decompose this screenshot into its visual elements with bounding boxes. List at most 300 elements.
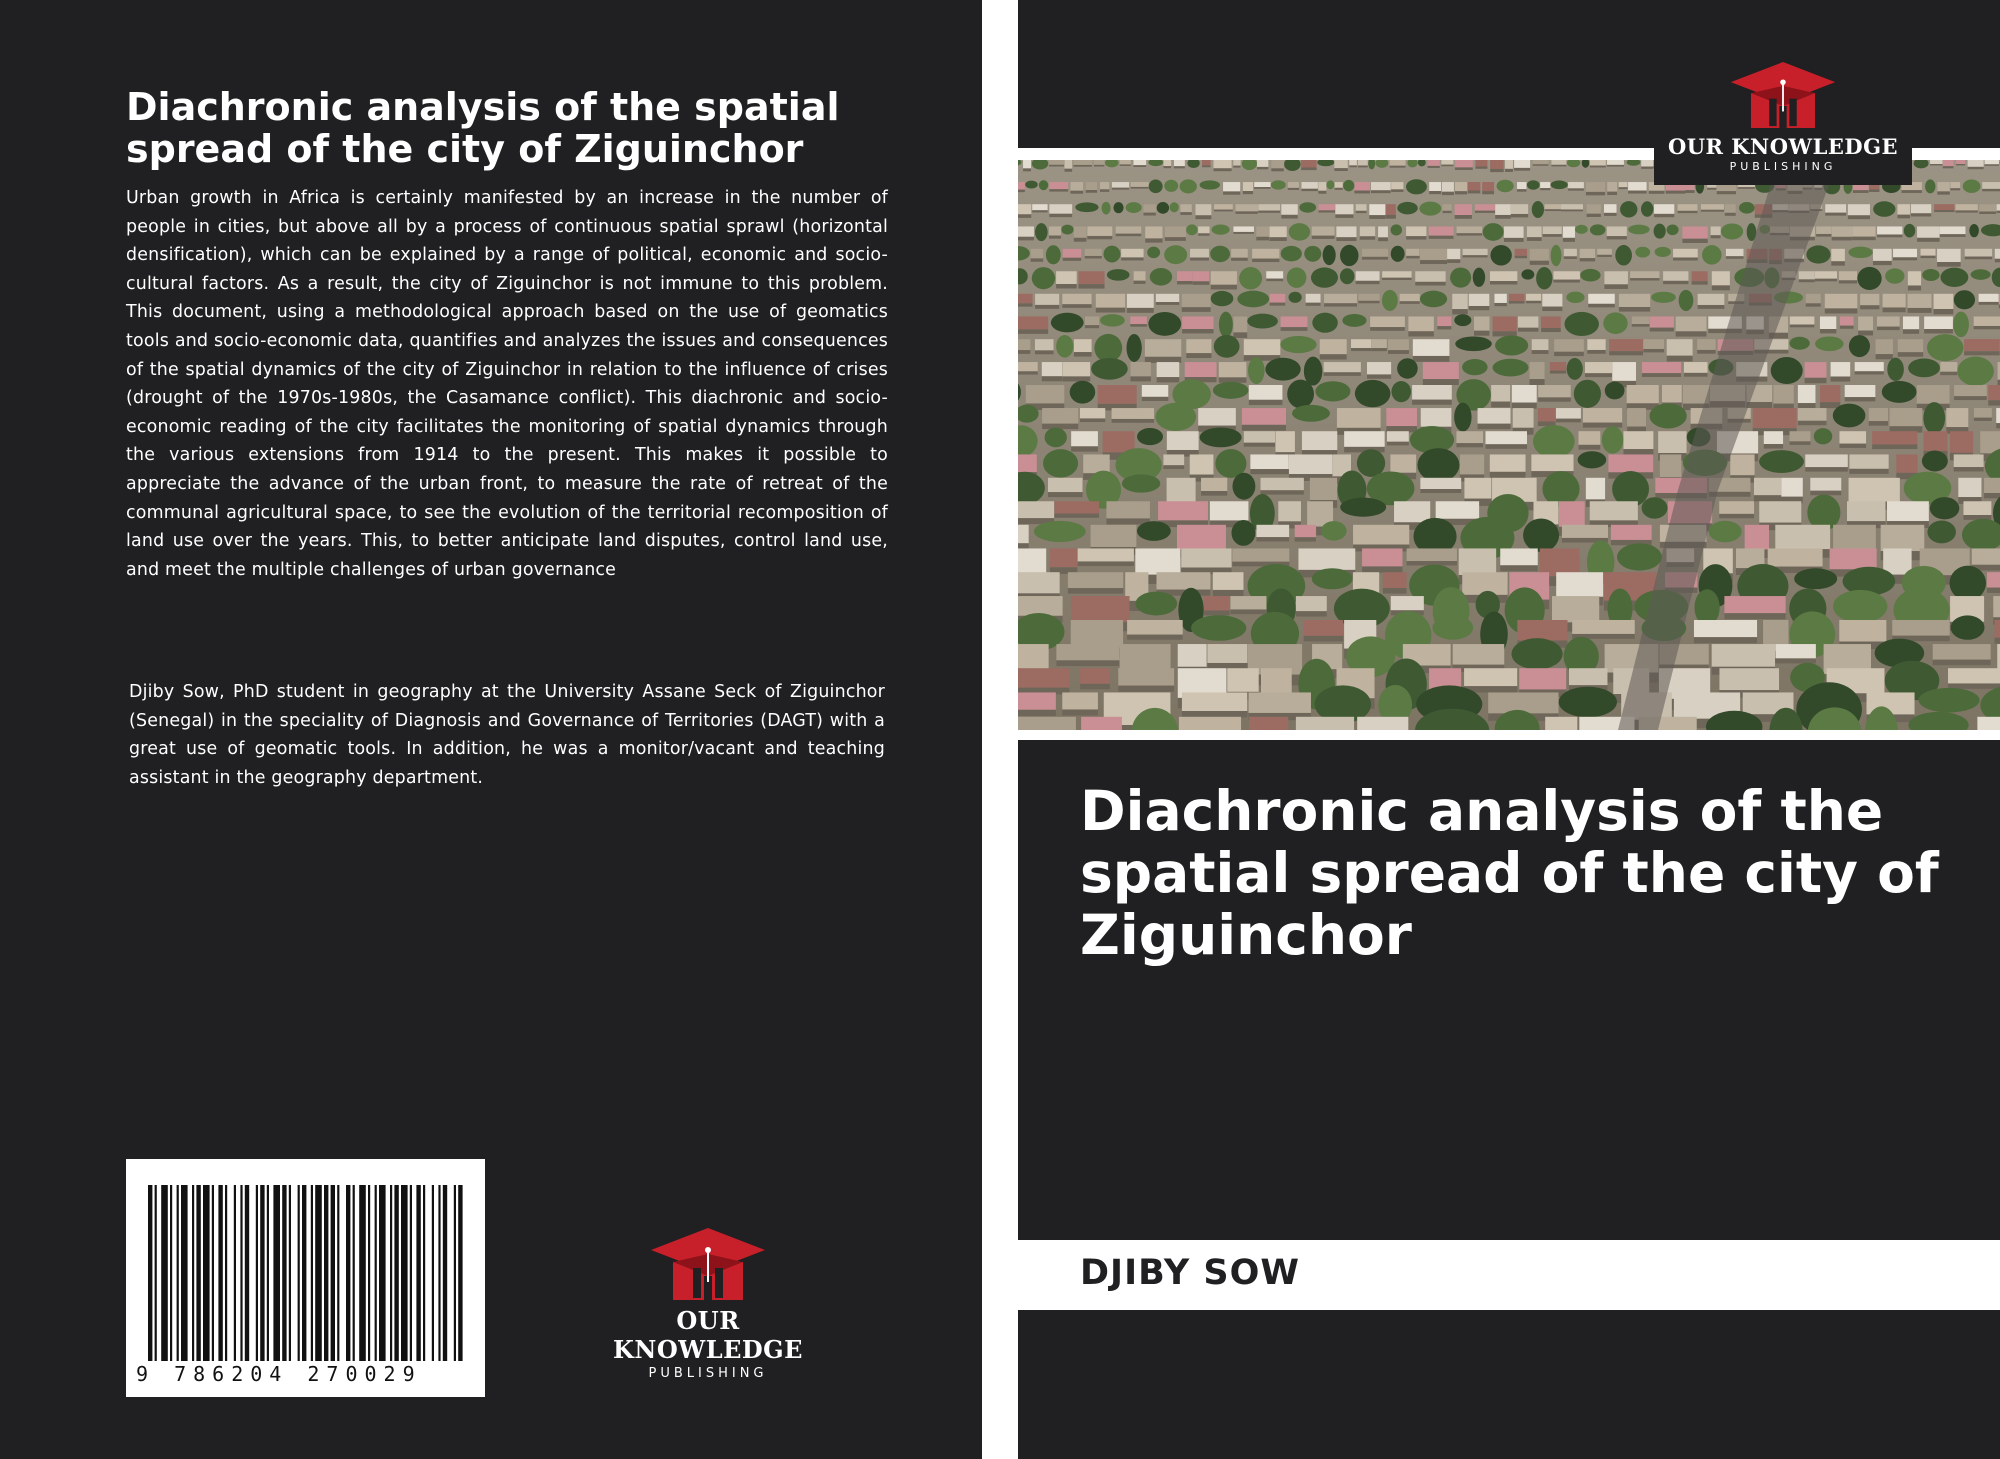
building: [1745, 525, 1769, 550]
building-shadow: [1848, 215, 1870, 219]
building-shadow: [1204, 610, 1230, 615]
tree: [1075, 202, 1098, 212]
building-shadow: [1663, 281, 1688, 284]
building: [1195, 204, 1211, 215]
building: [1304, 620, 1344, 636]
building-shadow: [1073, 165, 1091, 167]
building: [1130, 316, 1147, 324]
building-shadow: [1588, 304, 1615, 308]
building: [1042, 362, 1062, 376]
building: [1306, 294, 1321, 303]
tree: [1925, 179, 1935, 193]
building-shadow: [1195, 215, 1211, 219]
building-shadow: [1641, 167, 1653, 169]
building: [1400, 294, 1420, 301]
building: [1421, 408, 1452, 427]
building-shadow: [1805, 378, 1827, 384]
building-shadow: [1632, 324, 1650, 327]
building: [1619, 294, 1650, 307]
building: [1908, 271, 1921, 285]
barcode-bar: [359, 1185, 366, 1361]
building: [1269, 226, 1286, 237]
tree: [1149, 179, 1163, 193]
tree: [1137, 521, 1171, 541]
tree: [1213, 382, 1249, 399]
building: [1608, 454, 1653, 472]
building: [1628, 182, 1646, 190]
building: [1682, 226, 1707, 238]
building-shadow: [1443, 211, 1452, 213]
building: [1211, 271, 1237, 284]
building-shadow: [1233, 232, 1254, 234]
tree: [1794, 568, 1837, 589]
building-shadow: [1266, 279, 1283, 282]
building-shadow: [1604, 213, 1616, 216]
building-shadow: [1590, 166, 1606, 168]
tree: [1287, 267, 1307, 287]
building: [1100, 182, 1109, 189]
building: [1775, 644, 1815, 658]
building: [1832, 226, 1853, 236]
building: [1627, 408, 1646, 426]
building-shadow: [1080, 418, 1105, 422]
building: [1201, 478, 1227, 491]
building: [1390, 160, 1406, 166]
building: [1182, 294, 1211, 307]
building: [1121, 249, 1143, 258]
building: [1437, 316, 1451, 326]
building: [1485, 431, 1527, 444]
building-shadow: [1583, 423, 1622, 428]
building-shadow: [1607, 165, 1624, 167]
building: [1956, 160, 1965, 164]
building-shadow: [1924, 329, 1953, 333]
building-shadow: [1441, 165, 1453, 167]
building-shadow: [1133, 165, 1146, 167]
tree: [1679, 290, 1694, 311]
tree: [1642, 497, 1668, 518]
building-shadow: [1554, 352, 1584, 356]
building: [1876, 339, 1893, 354]
building: [1120, 160, 1131, 164]
tree: [1564, 312, 1598, 336]
building-shadow: [1127, 635, 1183, 640]
building-shadow: [1490, 472, 1526, 478]
tree: [1150, 268, 1172, 286]
tree: [1135, 592, 1177, 616]
building: [1701, 204, 1724, 210]
building: [1609, 339, 1643, 351]
building: [1032, 204, 1047, 210]
building-shadow: [1985, 164, 1999, 166]
building: [1619, 182, 1628, 187]
building-shadow: [1257, 167, 1268, 169]
building-shadow: [1214, 210, 1233, 212]
building-shadow: [1469, 306, 1490, 310]
building: [1349, 160, 1357, 165]
building: [1249, 717, 1288, 730]
tree: [1100, 314, 1125, 327]
building-shadow: [1764, 444, 1783, 448]
building-shadow: [1388, 350, 1409, 354]
tree: [1953, 312, 1969, 338]
building: [1295, 525, 1316, 537]
building: [1135, 548, 1180, 574]
tree: [1357, 449, 1385, 477]
tree: [1104, 246, 1121, 263]
tree: [1806, 245, 1830, 263]
tree: [1248, 357, 1265, 384]
building-shadow: [1509, 301, 1525, 304]
building-shadow: [1698, 305, 1725, 309]
building-shadow: [1494, 303, 1506, 306]
building: [1519, 668, 1566, 689]
building-shadow: [1074, 238, 1087, 242]
building-shadow: [1018, 710, 1056, 716]
building: [1080, 668, 1110, 684]
building: [1086, 182, 1097, 190]
building: [1725, 204, 1736, 213]
building: [1344, 431, 1385, 447]
building: [1869, 408, 1888, 421]
building: [1278, 501, 1301, 521]
barcode-bar: [181, 1185, 188, 1361]
barcode-bar: [375, 1185, 377, 1361]
building-shadow: [1127, 308, 1154, 313]
building: [1179, 717, 1241, 730]
building-shadow: [1726, 256, 1744, 259]
building: [1940, 362, 1957, 372]
building: [1604, 204, 1616, 213]
tree: [1091, 358, 1128, 380]
building: [1676, 316, 1707, 331]
building-shadow: [1551, 165, 1566, 167]
tree: [1483, 223, 1504, 241]
building: [1556, 572, 1603, 597]
building: [1142, 385, 1168, 397]
building: [1572, 620, 1635, 634]
building-shadow: [1304, 636, 1344, 642]
building-shadow: [1078, 284, 1104, 288]
building: [1504, 226, 1524, 237]
building: [1775, 525, 1830, 549]
tree: [1051, 313, 1084, 333]
tree: [1833, 590, 1887, 623]
building: [1911, 204, 1931, 213]
building-shadow: [1049, 165, 1064, 167]
building-shadow: [1995, 259, 2000, 262]
building: [1018, 182, 1025, 189]
building: [1035, 294, 1059, 305]
building: [1455, 160, 1473, 167]
building: [1244, 431, 1275, 443]
building-shadow: [1048, 492, 1083, 497]
barcode-bar: [273, 1185, 280, 1361]
building: [1475, 204, 1495, 210]
building-shadow: [1391, 189, 1403, 192]
building: [1062, 294, 1091, 304]
building-shadow: [1018, 371, 1038, 374]
tree: [1815, 336, 1844, 351]
building-shadow: [1542, 307, 1562, 311]
publisher-name: OUR KNOWLEDGE: [613, 1306, 803, 1364]
building: [1852, 226, 1875, 236]
tree: [1237, 291, 1269, 308]
building-shadow: [1256, 537, 1289, 541]
building-shadow: [1042, 424, 1078, 429]
building-shadow: [1840, 326, 1854, 329]
building-shadow: [1491, 402, 1510, 408]
building: [1839, 431, 1866, 443]
building: [1764, 431, 1783, 444]
building-shadow: [1383, 588, 1407, 594]
building: [1773, 385, 1793, 404]
building: [1261, 668, 1292, 693]
building-shadow: [1423, 379, 1459, 385]
tree: [1056, 335, 1073, 358]
tree: [1882, 381, 1917, 403]
building: [1158, 501, 1208, 520]
building: [1527, 226, 1542, 237]
building-shadow: [1676, 331, 1707, 336]
tree: [1342, 314, 1366, 327]
tree: [1311, 267, 1338, 287]
building: [1369, 204, 1385, 215]
tree: [1232, 473, 1255, 500]
building: [1049, 182, 1068, 189]
building: [1391, 596, 1424, 610]
tree: [1321, 521, 1347, 540]
building-shadow: [1071, 446, 1098, 451]
building: [1965, 249, 1992, 257]
building: [1232, 548, 1289, 561]
building: [1298, 548, 1355, 569]
building: [1468, 182, 1481, 190]
tree: [1574, 380, 1601, 408]
building: [1972, 548, 2000, 564]
building-shadow: [1934, 309, 1954, 314]
tree: [1739, 202, 1755, 214]
building: [1954, 454, 1984, 467]
tree: [1304, 246, 1321, 262]
building-shadow: [1917, 238, 1940, 242]
tree: [1239, 267, 1262, 289]
tree: [1951, 615, 1985, 639]
building-shadow: [1065, 169, 1073, 172]
building: [1319, 204, 1335, 210]
tree: [1454, 403, 1471, 432]
building-shadow: [1974, 326, 2000, 329]
building: [1443, 204, 1452, 211]
building: [1887, 501, 1929, 521]
building: [1383, 572, 1407, 588]
building: [1934, 204, 1954, 210]
building: [1839, 620, 1886, 642]
building-shadow: [1816, 234, 1831, 237]
building-shadow: [1334, 168, 1347, 171]
building-shadow: [1832, 237, 1853, 241]
building: [1943, 160, 1954, 166]
building: [1420, 478, 1461, 489]
building: [1068, 572, 1123, 588]
tree: [1200, 428, 1242, 448]
building-shadow: [1650, 328, 1674, 332]
building-shadow: [1356, 211, 1367, 213]
building-shadow: [1018, 329, 1048, 334]
building: [1096, 294, 1125, 308]
building-shadow: [1213, 590, 1244, 596]
building: [1182, 316, 1213, 329]
building: [1712, 644, 1775, 667]
building-shadow: [1427, 166, 1439, 168]
building-shadow: [1933, 660, 1991, 665]
building-shadow: [1858, 331, 1873, 336]
building-shadow: [1553, 280, 1579, 283]
tree: [1200, 180, 1220, 189]
building: [1514, 160, 1530, 168]
building-shadow: [1085, 256, 1102, 259]
building-shadow: [1682, 239, 1707, 243]
barcode-bar: [346, 1185, 350, 1361]
building-shadow: [1805, 467, 1847, 471]
building: [1531, 454, 1573, 471]
tree: [1043, 449, 1078, 477]
building: [1532, 339, 1549, 350]
tree: [1654, 224, 1666, 239]
building-shadow: [1820, 329, 1836, 333]
building-shadow: [1211, 285, 1237, 290]
building: [1023, 160, 1031, 168]
building-shadow: [1356, 281, 1380, 284]
building: [1460, 454, 1484, 474]
tree: [1462, 359, 1487, 375]
building: [1412, 385, 1452, 400]
building: [1754, 478, 1781, 495]
building-shadow: [1619, 187, 1628, 189]
building: [1156, 294, 1179, 302]
barcode-bar: [438, 1185, 440, 1361]
tree: [1578, 451, 1607, 468]
barcode-bar: [234, 1185, 236, 1361]
tree: [1493, 359, 1529, 377]
building: [1995, 620, 2000, 638]
tree: [1046, 245, 1061, 264]
tree: [1602, 426, 1623, 454]
building-shadow: [1164, 166, 1172, 168]
building-shadow: [1362, 257, 1388, 260]
building: [1597, 249, 1612, 255]
building-shadow: [1145, 238, 1162, 242]
building-shadow: [1378, 237, 1388, 241]
building-shadow: [1420, 260, 1447, 264]
building-shadow: [1930, 164, 1943, 165]
building: [1950, 431, 1973, 453]
building-shadow: [1475, 166, 1487, 168]
barcode-bar: [161, 1185, 168, 1361]
building: [1190, 454, 1214, 474]
building-shadow: [1233, 332, 1247, 338]
tree: [1940, 268, 1968, 287]
city-aerial-photo-art: [1018, 160, 2000, 730]
building: [1650, 316, 1674, 327]
tree: [1107, 269, 1130, 281]
building: [1491, 385, 1510, 402]
building: [1692, 271, 1708, 281]
building: [1320, 339, 1347, 354]
building: [1815, 271, 1837, 278]
building-shadow: [1911, 213, 1931, 216]
building-shadow: [1301, 167, 1316, 170]
barcode-bar: [423, 1185, 425, 1361]
building: [1805, 362, 1827, 378]
building: [1964, 339, 2000, 351]
tree: [1957, 357, 1994, 386]
barcode-bar: [401, 1185, 408, 1361]
building: [1391, 182, 1403, 189]
building: [1698, 294, 1725, 305]
tree: [1849, 335, 1870, 357]
building: [1049, 204, 1072, 214]
building: [1890, 408, 1923, 426]
tree: [1927, 334, 1963, 361]
building: [1540, 182, 1550, 188]
barcode-bar: [331, 1185, 335, 1361]
building-shadow: [1049, 214, 1072, 217]
building: [1420, 249, 1447, 260]
building-shadow: [1254, 187, 1270, 189]
building: [1318, 182, 1326, 191]
building: [1356, 271, 1380, 281]
tree: [1527, 180, 1540, 189]
tree: [1312, 568, 1353, 589]
building-shadow: [1271, 168, 1283, 171]
building-shadow: [1505, 169, 1513, 172]
building-shadow: [1358, 165, 1368, 167]
building-shadow: [1202, 165, 1211, 167]
building: [1848, 204, 1870, 215]
building: [1098, 385, 1137, 404]
building-shadow: [1086, 190, 1097, 193]
building: [1018, 339, 1030, 350]
building: [1632, 316, 1650, 324]
building-shadow: [1056, 660, 1119, 666]
building: [1455, 204, 1472, 215]
tree: [1709, 521, 1742, 543]
tree: [1922, 269, 1939, 281]
building: [1447, 249, 1460, 259]
tree: [1950, 566, 1986, 601]
tree: [1497, 180, 1514, 193]
tree: [1667, 224, 1679, 235]
building: [1370, 316, 1405, 327]
building-shadow: [1954, 396, 1987, 400]
building: [1517, 182, 1526, 189]
building: [1257, 160, 1268, 167]
building-shadow: [1442, 192, 1454, 195]
building: [1768, 548, 1823, 566]
building-shadow: [1673, 257, 1698, 260]
building-shadow: [1094, 165, 1104, 167]
building-shadow: [1950, 188, 1960, 190]
building-shadow: [1335, 188, 1343, 190]
building: [1231, 249, 1248, 258]
building: [1388, 339, 1409, 350]
tree: [1919, 688, 1980, 713]
building-shadow: [1018, 190, 1025, 193]
building: [1611, 525, 1652, 540]
building-shadow: [1130, 376, 1150, 381]
building: [1324, 362, 1361, 372]
